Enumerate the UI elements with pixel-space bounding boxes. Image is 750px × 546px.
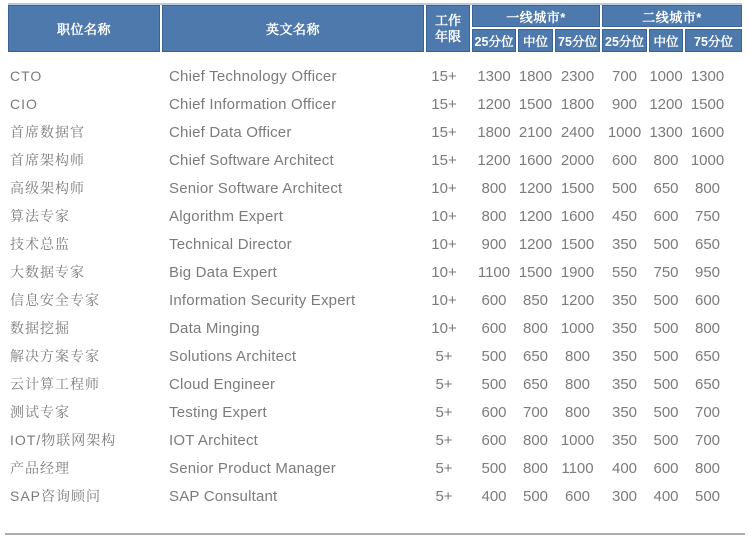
- tier1-p75-cell: 1000: [560, 431, 595, 449]
- tier2-median-cell: 1300: [649, 123, 683, 141]
- tier1-p25-cell: 800: [481, 207, 507, 225]
- header-tier2-median: 中位: [649, 29, 683, 52]
- english-name-cell: Chief Technology Officer: [169, 67, 337, 85]
- table-row: [8, 118, 742, 146]
- tier2-p25-cell: 400: [611, 459, 638, 477]
- tier1-p25-cell: 600: [481, 403, 507, 421]
- position-cell: 产品经理: [10, 460, 70, 476]
- tier1-p75-cell: 800: [564, 347, 591, 365]
- position-cell: 信息安全专家: [10, 292, 100, 308]
- header-tier2-p75: 75分位: [685, 29, 742, 52]
- tier2-p25-cell: 500: [611, 179, 638, 197]
- position-cell: SAP咨询顾问: [10, 488, 102, 504]
- tier1-median-cell: 800: [522, 319, 549, 337]
- tier2-p25-cell: 700: [611, 67, 638, 85]
- tier2-p75-cell: 800: [694, 459, 721, 477]
- tier2-median-cell: 400: [653, 487, 679, 505]
- header-tier1-p75: 75分位: [555, 29, 600, 52]
- table-row: [8, 90, 742, 118]
- position-cell: 测试专家: [10, 404, 70, 420]
- tier2-p25-cell: 350: [611, 431, 638, 449]
- table-body: [8, 62, 742, 510]
- english-name-cell: Chief Data Officer: [169, 123, 292, 141]
- tier1-p25-cell: 1100: [477, 263, 511, 281]
- tier1-median-cell: 1200: [518, 179, 553, 197]
- position-cell: 高级架构师: [10, 180, 85, 196]
- position-cell: 数据挖掘: [10, 320, 70, 336]
- table-row: [8, 370, 742, 398]
- tier1-p75-cell: 1500: [560, 179, 595, 197]
- english-name-cell: Senior Software Architect: [169, 179, 343, 197]
- position-cell: CTO: [10, 68, 43, 84]
- tier2-p25-cell: 600: [611, 151, 638, 169]
- tier2-median-cell: 600: [653, 459, 679, 477]
- tier2-p75-cell: 500: [694, 487, 721, 505]
- header-work-years-line1: 工作: [434, 12, 461, 28]
- table-row: [8, 258, 742, 286]
- header-english-name: 英文名称: [162, 5, 424, 52]
- english-name-cell: Technical Director: [169, 235, 292, 253]
- tier2-p75-cell: 800: [694, 179, 721, 197]
- english-name-cell: Chief Software Architect: [169, 151, 334, 169]
- tier1-p25-cell: 900: [481, 235, 507, 253]
- table-row: [8, 342, 742, 370]
- table-row: [8, 482, 742, 510]
- tier2-p75-cell: 600: [694, 291, 721, 309]
- tier1-median-cell: 1200: [518, 207, 553, 225]
- table-row: [8, 230, 742, 258]
- position-cell: 解决方案专家: [10, 348, 100, 364]
- table-row: [8, 398, 742, 426]
- tier1-median-cell: 1800: [518, 67, 553, 85]
- tier2-median-cell: 500: [653, 375, 679, 393]
- tier1-median-cell: 2100: [518, 123, 553, 141]
- tier2-median-cell: 750: [653, 263, 679, 281]
- tier2-median-cell: 500: [653, 403, 679, 421]
- header-position: 职位名称: [8, 5, 160, 52]
- english-name-cell: Testing Expert: [169, 403, 267, 421]
- tier2-median-cell: 600: [653, 207, 679, 225]
- english-name-cell: Algorithm Expert: [169, 207, 284, 225]
- tier1-p25-cell: 600: [481, 291, 507, 309]
- english-name-cell: Cloud Engineer: [169, 375, 276, 393]
- tier1-p25-cell: 600: [481, 431, 507, 449]
- table-bottom-rule: [5, 533, 745, 535]
- english-name-cell: SAP Consultant: [169, 487, 278, 505]
- tier1-p75-cell: 2400: [560, 123, 595, 141]
- work-years-cell: 5+: [435, 459, 453, 477]
- tier2-median-cell: 1000: [649, 67, 683, 85]
- tier2-p75-cell: 950: [694, 263, 721, 281]
- tier1-p75-cell: 1800: [560, 95, 595, 113]
- position-cell: 算法专家: [10, 208, 70, 224]
- tier2-p25-cell: 350: [611, 319, 638, 337]
- tier2-p75-cell: 650: [694, 375, 721, 393]
- tier2-median-cell: 800: [653, 151, 679, 169]
- tier1-median-cell: 500: [522, 487, 549, 505]
- tier2-median-cell: 1200: [649, 95, 683, 113]
- tier2-p25-cell: 350: [611, 347, 638, 365]
- tier1-median-cell: 1500: [518, 263, 553, 281]
- tier1-median-cell: 800: [522, 459, 549, 477]
- tier2-p75-cell: 750: [694, 207, 721, 225]
- work-years-cell: 5+: [435, 487, 453, 505]
- table-row: [8, 174, 742, 202]
- tier2-p25-cell: 450: [611, 207, 638, 225]
- tier1-p25-cell: 600: [481, 319, 507, 337]
- work-years-cell: 5+: [435, 375, 453, 393]
- tier2-p75-cell: 700: [694, 403, 721, 421]
- header-work-years-line2: 年限: [434, 28, 461, 44]
- tier2-median-cell: 500: [653, 431, 679, 449]
- tier1-median-cell: 1500: [518, 95, 553, 113]
- work-years-cell: 15+: [431, 151, 457, 169]
- header-tier1-median: 中位: [518, 29, 553, 52]
- tier2-p25-cell: 350: [611, 235, 638, 253]
- work-years-cell: 10+: [431, 179, 457, 197]
- tier1-p75-cell: 1100: [561, 459, 594, 477]
- english-name-cell: Information Security Expert: [169, 291, 356, 309]
- work-years-cell: 10+: [431, 291, 457, 309]
- english-name-cell: Chief Information Officer: [169, 95, 337, 113]
- work-years-cell: 5+: [435, 431, 453, 449]
- work-years-cell: 10+: [431, 207, 457, 225]
- position-cell: 技术总监: [10, 236, 70, 252]
- position-cell: IOT/物联网架构: [10, 432, 117, 448]
- tier1-p75-cell: 1500: [560, 235, 595, 253]
- tier1-p75-cell: 2000: [560, 151, 595, 169]
- table-row: [8, 426, 742, 454]
- work-years-cell: 5+: [435, 347, 453, 365]
- table-row: [8, 454, 742, 482]
- tier1-median-cell: 850: [522, 291, 549, 309]
- tier2-p25-cell: 350: [611, 375, 638, 393]
- tier1-p25-cell: 1800: [477, 123, 511, 141]
- english-name-cell: IOT Architect: [169, 431, 259, 449]
- work-years-cell: 15+: [431, 67, 457, 85]
- tier2-p75-cell: 1300: [690, 67, 725, 85]
- header-tier2-group: 二线城市*: [602, 5, 742, 27]
- tier1-p75-cell: 1600: [560, 207, 595, 225]
- tier1-p25-cell: 1300: [477, 67, 511, 85]
- tier1-p25-cell: 500: [481, 375, 507, 393]
- position-cell: 大数据专家: [10, 264, 85, 280]
- tier1-p75-cell: 800: [564, 375, 591, 393]
- tier1-median-cell: 650: [522, 347, 549, 365]
- tier2-p75-cell: 650: [694, 235, 721, 253]
- tier1-median-cell: 800: [522, 431, 549, 449]
- tier2-p75-cell: 1000: [690, 151, 725, 169]
- tier2-median-cell: 500: [653, 291, 679, 309]
- table-row: [8, 62, 742, 90]
- work-years-cell: 15+: [431, 95, 457, 113]
- tier2-p25-cell: 550: [611, 263, 638, 281]
- tier1-p75-cell: 1200: [560, 291, 595, 309]
- tier1-p25-cell: 400: [481, 487, 507, 505]
- position-cell: 首席数据官: [10, 124, 85, 140]
- table-row: [8, 286, 742, 314]
- salary-table-header: [8, 5, 742, 52]
- tier1-p75-cell: 600: [564, 487, 591, 505]
- tier2-median-cell: 650: [653, 179, 679, 197]
- tier1-median-cell: 1600: [518, 151, 553, 169]
- tier2-p25-cell: 300: [611, 487, 638, 505]
- table-row: [8, 146, 742, 174]
- tier1-p25-cell: 1200: [477, 95, 511, 113]
- header-tier1-group: 一线城市*: [472, 5, 600, 27]
- tier1-median-cell: 1200: [518, 235, 553, 253]
- tier1-median-cell: 700: [522, 403, 549, 421]
- position-cell: CIO: [10, 96, 38, 112]
- tier2-p75-cell: 650: [694, 347, 721, 365]
- tier1-p75-cell: 1900: [560, 263, 595, 281]
- header-tier1-p25: 25分位: [472, 29, 516, 52]
- work-years-cell: 10+: [431, 235, 457, 253]
- tier1-p25-cell: 500: [481, 347, 507, 365]
- english-name-cell: Senior Product Manager: [169, 459, 336, 477]
- tier1-p75-cell: 800: [564, 403, 591, 421]
- english-name-cell: Solutions Architect: [169, 347, 297, 365]
- position-cell: 云计算工程师: [10, 376, 100, 392]
- tier2-median-cell: 500: [653, 347, 679, 365]
- table-row: [8, 202, 742, 230]
- header-tier2-p25: 25分位: [602, 29, 647, 52]
- tier2-median-cell: 500: [653, 235, 679, 253]
- position-cell: 首席架构师: [10, 152, 85, 168]
- work-years-cell: 10+: [431, 263, 457, 281]
- header-work-years: [426, 5, 470, 52]
- table-row: [8, 314, 742, 342]
- tier2-p25-cell: 1000: [607, 123, 642, 141]
- tier1-p75-cell: 2300: [560, 67, 595, 85]
- work-years-cell: 5+: [435, 403, 453, 421]
- tier1-median-cell: 650: [522, 375, 549, 393]
- tier2-p25-cell: 350: [611, 291, 638, 309]
- tier1-p25-cell: 800: [481, 179, 507, 197]
- work-years-cell: 15+: [431, 123, 457, 141]
- tier2-p25-cell: 900: [611, 95, 638, 113]
- tier2-p75-cell: 1600: [690, 123, 725, 141]
- tier2-p75-cell: 700: [694, 431, 721, 449]
- tier2-p75-cell: 800: [694, 319, 721, 337]
- tier2-median-cell: 500: [653, 319, 679, 337]
- tier2-p25-cell: 350: [611, 403, 638, 421]
- english-name-cell: Data Minging: [169, 319, 260, 337]
- tier1-p25-cell: 500: [481, 459, 507, 477]
- tier2-p75-cell: 1500: [690, 95, 725, 113]
- tier1-p75-cell: 1000: [560, 319, 595, 337]
- english-name-cell: Big Data Expert: [169, 263, 278, 281]
- tier1-p25-cell: 1200: [477, 151, 511, 169]
- work-years-cell: 10+: [431, 319, 457, 337]
